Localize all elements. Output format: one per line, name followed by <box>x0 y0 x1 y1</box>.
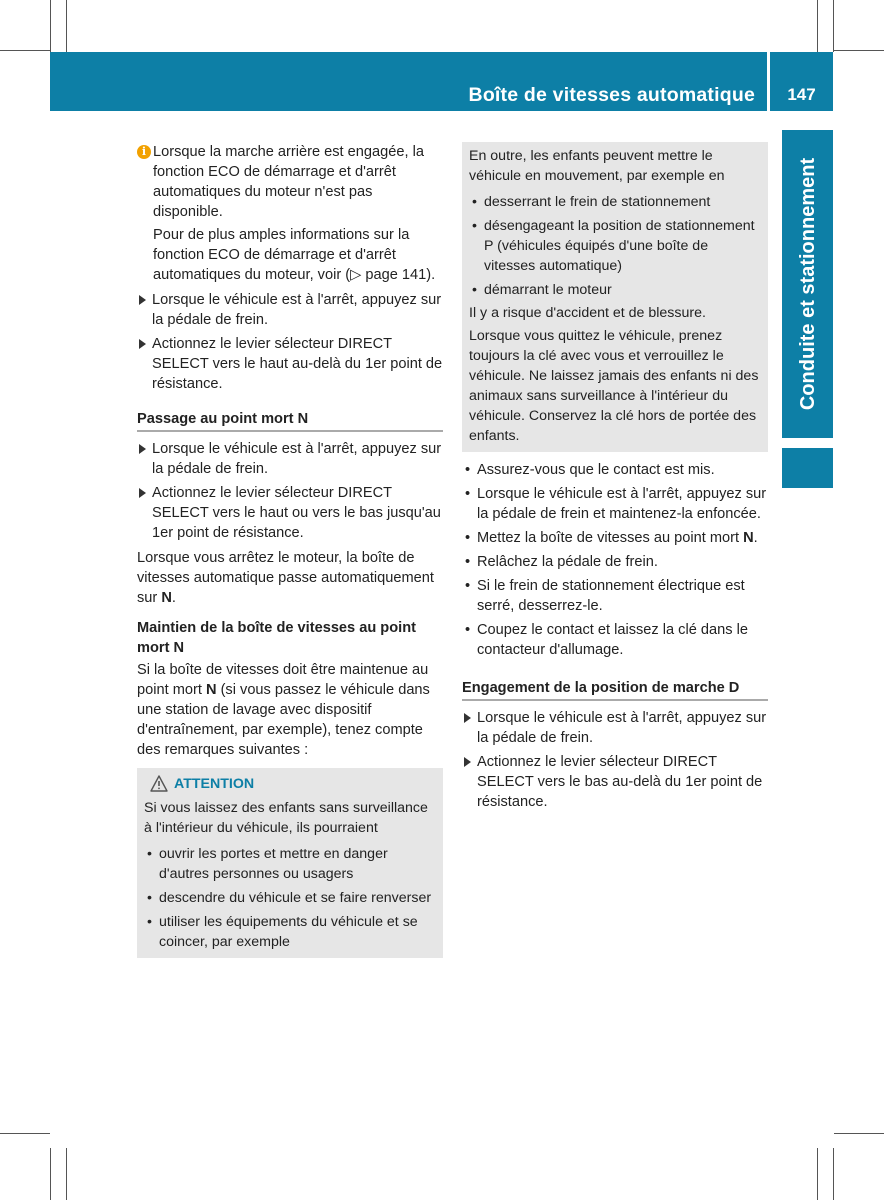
step-item: Lorsque le véhicule est à l'arrêt, appuyez sur la pédale de frein. <box>137 439 443 479</box>
step-item: Actionnez le levier sélecteur DIRECT SELECT vers le bas au-delà du 1er point de résistance. <box>462 752 768 812</box>
info-text-more: Pour de plus amples informations sur la fonction ECO de démarrage et d'arrêt automatiques du moteur, voir (▷ page 141). <box>153 227 436 283</box>
step-arrow-icon <box>464 757 471 767</box>
section-heading-neutral: Passage au point mort N <box>137 409 443 432</box>
step-arrow-icon <box>464 713 471 723</box>
procedure-bullet: • Lorsque le véhicule est à l'arrêt, appuyez sur la pédale de frein et maintenez-la enfoncée. <box>465 486 767 522</box>
info-text: Lorsque la marche arrière est engagée, la fonction ECO de démarrage et d'arrêt automatiques du moteur n'est pas disponible. <box>153 144 424 220</box>
box-intro: En outre, les enfants peuvent mettre le véhicule en mouvement, par exemple en <box>469 148 725 184</box>
step-arrow-icon <box>139 295 146 305</box>
side-marker-block <box>782 448 833 488</box>
step-item: Lorsque le véhicule est à l'arrêt, appuyez sur la pédale de frein. <box>137 290 443 330</box>
step-arrow-icon <box>139 488 146 498</box>
section-heading-drive: Engagement de la position de marche D <box>462 678 768 701</box>
attention-bullet: • utiliser les équipements du véhicule et se coincer, par exemple <box>147 914 418 950</box>
crop-mark <box>817 1148 818 1200</box>
attention-bullet: • descendre du véhicule et se faire renverser <box>147 890 432 906</box>
page-number: 147 <box>787 85 816 104</box>
attention-intro: Si vous laissez des enfants sans surveillance à l'intérieur du véhicule, ils pourraient <box>144 800 428 836</box>
crop-mark <box>66 0 67 52</box>
attention-box-continued <box>462 142 768 452</box>
info-icon: i <box>137 145 151 159</box>
crop-mark <box>834 1133 884 1134</box>
procedure-bullet: • Si le frein de stationnement électrique est serré, desserrez-le. <box>465 578 745 614</box>
step-item: Lorsque le véhicule est à l'arrêt, appuyez sur la pédale de frein. <box>462 708 768 748</box>
procedure-bullet: • Assurez-vous que le contact est mis. <box>465 462 715 478</box>
crop-mark <box>833 0 834 52</box>
crop-mark <box>66 1148 67 1200</box>
left-column <box>137 142 443 958</box>
box-risk: Il y a risque d'accident et de blessure. <box>469 305 706 321</box>
attention-title: ATTENTION <box>144 774 436 794</box>
box-bullet: • désengageant la position de stationnement P (véhicules équipés d'une boîte de vitesses automatique) <box>472 218 755 274</box>
crop-mark <box>0 1133 50 1134</box>
procedure-bullet: • Coupez le contact et laissez la clé dans le contacteur d'allumage. <box>465 622 748 658</box>
page-number-box <box>770 52 833 111</box>
crop-mark <box>833 1148 834 1200</box>
box-bullet: • démarrant le moteur <box>472 282 612 298</box>
step-item: Actionnez le levier sélecteur DIRECT SELECT vers le haut ou vers le bas jusqu'au 1er point de résistance. <box>137 483 443 543</box>
step-item: Actionnez le levier sélecteur DIRECT SELECT vers le haut au-delà du 1er point de résistance. <box>137 334 443 394</box>
box-advice: Lorsque vous quittez le véhicule, prenez toujours la clé avec vous et verrouillez le véhicule. Ne laissez jamais des enfants ni des animaux sans surveillance à l'intérieur du véhicule. Conservez la clé hors de portée des enfants. <box>469 328 759 444</box>
attention-box <box>137 768 443 958</box>
info-note <box>137 142 443 285</box>
maintain-text: Si la boîte de vitesses doit être maintenue au point mort N (si vous passez le véhicule dans une station de lavage avec dispositif d'entraînement, par exemple), tenez compte des remarques suivantes : <box>137 662 430 758</box>
crop-mark <box>50 0 51 52</box>
chapter-title: Conduite et stationnement <box>796 157 819 411</box>
procedure-bullet: • Mettez la boîte de vitesses au point mort N. <box>465 530 758 546</box>
procedure-bullet: • Relâchez la pédale de frein. <box>465 554 658 570</box>
step-arrow-icon <box>139 444 146 454</box>
warning-triangle-icon <box>150 775 168 792</box>
page-header <box>50 52 767 111</box>
crop-mark <box>50 1148 51 1200</box>
attention-bullet: • ouvrir les portes et mettre en danger d'autres personnes ou usagers <box>147 846 388 882</box>
step-arrow-icon <box>139 339 146 349</box>
crop-mark <box>817 0 818 52</box>
box-bullet: • desserrant le frein de stationnement <box>472 194 711 210</box>
crop-mark <box>834 50 884 51</box>
crop-mark <box>0 50 50 51</box>
right-column <box>462 142 768 812</box>
section-heading-maintain: Maintien de la boîte de vitesses au point mort N <box>137 620 416 656</box>
chapter-side-tab <box>782 130 833 438</box>
page-title: Boîte de vitesses automatique <box>468 84 755 106</box>
engine-stop-note: Lorsque vous arrêtez le moteur, la boîte de vitesses automatique passe automatiquement sur N. <box>137 550 434 606</box>
